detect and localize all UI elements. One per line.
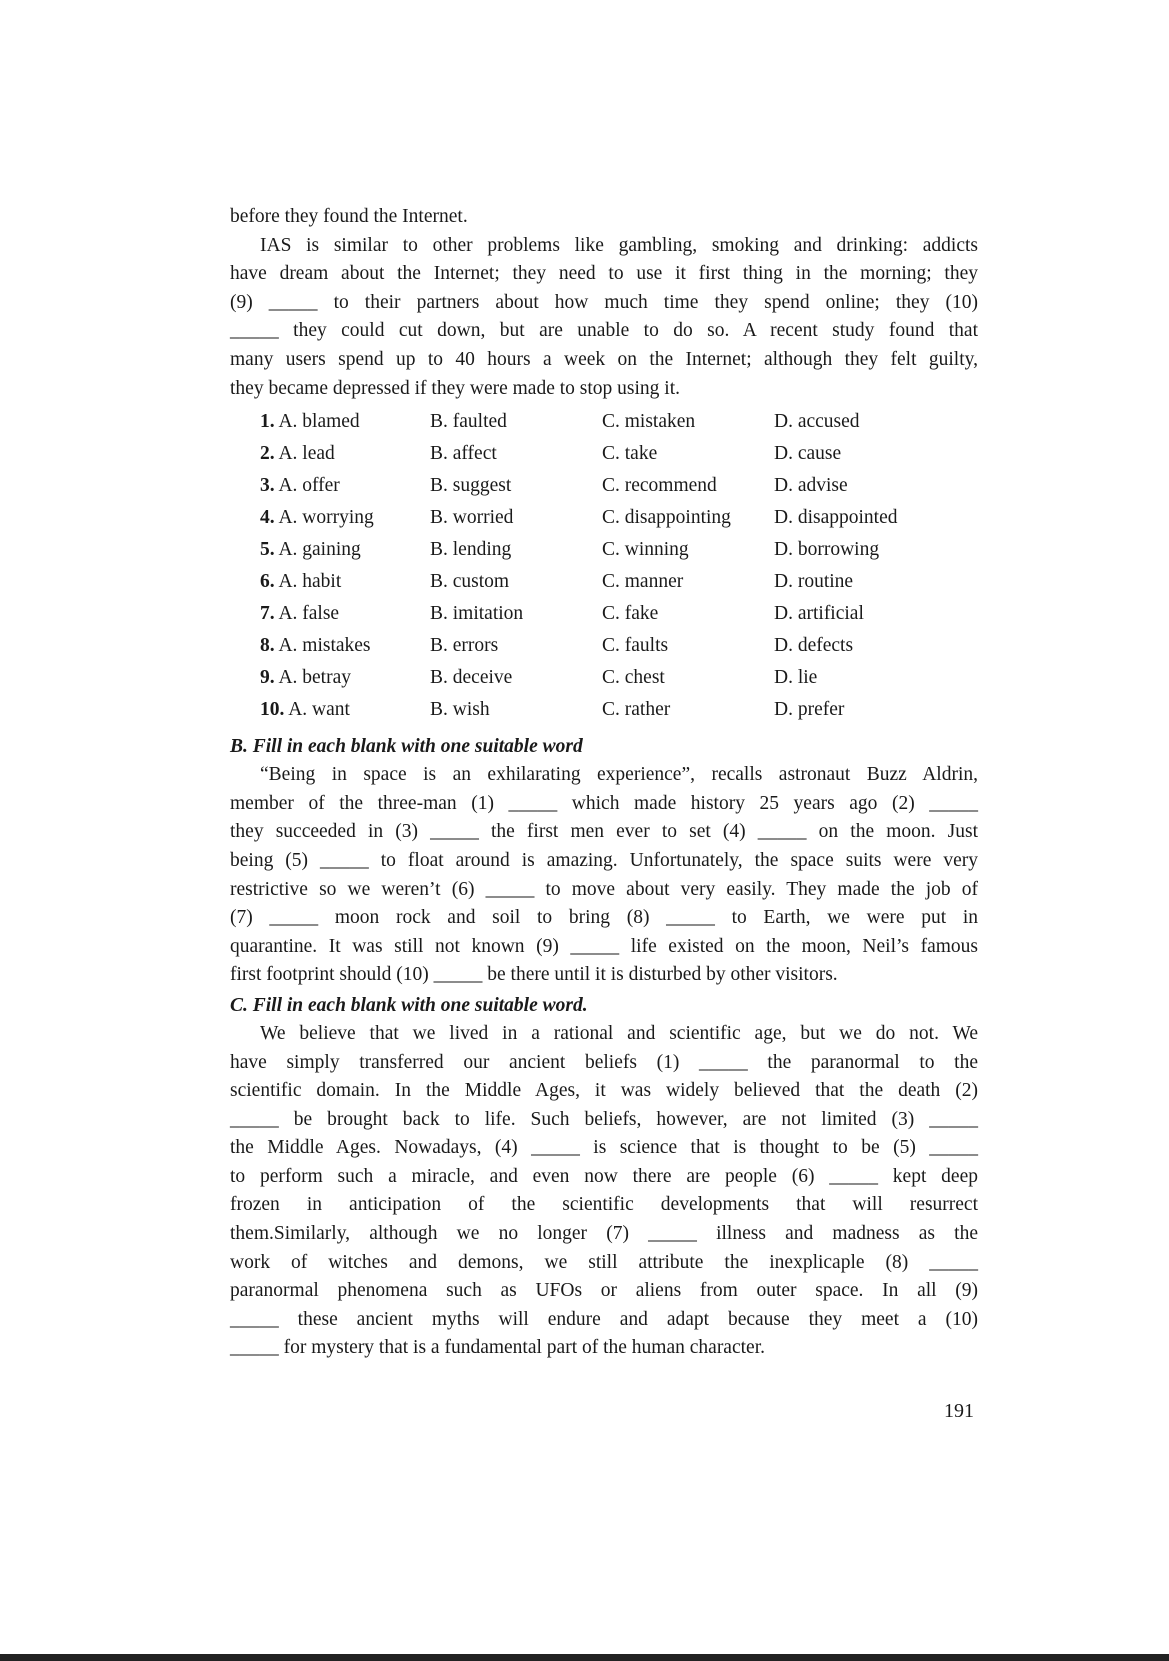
text-line: before they found the Internet. — [230, 206, 468, 227]
text-line: member of the three-man (1) _____ which made history 25 years ago (2) _____ — [230, 792, 978, 814]
option-a — [230, 443, 430, 465]
text-line: quarantine. It was still not known (9) _____ life existed on the moon, Neil’s famous — [230, 935, 978, 957]
option-b: B. worried — [430, 507, 514, 529]
text-line: _____ for mystery that is a fundamental part of the human character. — [230, 1337, 765, 1359]
question-number: 3. — [260, 475, 275, 497]
option-b: B. faulted — [430, 411, 507, 433]
option-row — [230, 635, 978, 667]
option-row — [230, 699, 978, 731]
option-c: C. manner — [602, 571, 684, 593]
option-a — [230, 667, 430, 689]
option-c: C. chest — [602, 667, 665, 689]
section-c-heading: C. Fill in each blank with one suitable word. — [230, 994, 588, 1016]
question-number: 5. — [260, 539, 275, 561]
option-b: B. suggest — [430, 475, 512, 497]
text-line: frozen in anticipation of the scientific developments that will resurrect — [230, 1194, 978, 1216]
text-line: _____ these ancient myths will endure and adapt because they meet a (10) — [230, 1308, 978, 1330]
text-line: paranormal phenomena such as UFOs or aliens from outer space. In all (9) — [230, 1280, 978, 1302]
option-a-text: A. mistakes — [278, 635, 371, 657]
text-line: they succeeded in (3) _____ the first men ever to set (4) _____ on the moon. Just — [230, 821, 978, 843]
option-a — [230, 603, 430, 625]
option-b: B. wish — [430, 699, 490, 721]
option-d: D. artificial — [774, 603, 864, 625]
option-row — [230, 475, 978, 507]
option-a-text: A. lead — [278, 443, 335, 465]
text-line: to perform such a miracle, and even now there are people (6) _____ kept deep — [230, 1165, 978, 1187]
text-line: We believe that we lived in a rational and scientific age, but we do not. We — [260, 1022, 978, 1044]
text-line: scientific domain. In the Middle Ages, it was widely believed that the death (2) — [230, 1080, 978, 1102]
text-line: restrictive so we weren’t (6) _____ to move about very easily. They made the job of — [230, 878, 978, 900]
question-number: 9. — [260, 667, 275, 689]
text-line: being (5) _____ to float around is amazing. Unfortunately, the space suits were very — [230, 849, 978, 871]
question-number: 7. — [260, 603, 275, 625]
option-d: D. lie — [774, 667, 818, 689]
option-a-text: A. gaining — [278, 539, 361, 561]
question-number: 8. — [260, 635, 275, 657]
option-a-text: A. betray — [278, 667, 351, 689]
section-c-paragraph — [230, 1020, 978, 1363]
option-d: D. defects — [774, 635, 854, 657]
text-line: IAS is similar to other problems like gambling, smoking and drinking: addicts — [260, 234, 978, 256]
option-row — [230, 507, 978, 539]
option-a — [230, 539, 430, 561]
text-line: them.Similarly, although we no longer (7) _____ illness and madness as the — [230, 1223, 978, 1245]
option-b: B. imitation — [430, 603, 524, 625]
option-d: D. disappointed — [774, 507, 898, 529]
text-line: _____ they could cut down, but are unable to do so. A recent study found that — [230, 320, 978, 342]
section-b-heading: B. Fill in each blank with one suitable word — [230, 736, 583, 758]
option-a — [230, 699, 430, 721]
option-row — [230, 571, 978, 603]
text-line: they became depressed if they were made to stop using it. — [230, 377, 680, 399]
question-number: 2. — [260, 443, 275, 465]
option-row — [230, 443, 978, 475]
option-a — [230, 635, 430, 657]
question-number: 6. — [260, 571, 275, 593]
text-line: many users spend up to 40 hours a week on the Internet; although they felt guilty, — [230, 348, 978, 370]
option-d: D. prefer — [774, 699, 845, 721]
text-line: (9) _____ to their partners about how much time they spend online; they (10) — [230, 291, 978, 313]
question-number: 1. — [260, 411, 275, 433]
section-b-paragraph — [230, 761, 978, 990]
page-number: 191 — [944, 1400, 974, 1422]
option-row — [230, 603, 978, 635]
option-row — [230, 539, 978, 571]
option-c: C. fake — [602, 603, 659, 625]
option-d: D. routine — [774, 571, 854, 593]
option-c: C. take — [602, 443, 658, 465]
option-d: D. accused — [774, 411, 860, 433]
option-d: D. cause — [774, 443, 842, 465]
option-d: D. borrowing — [774, 539, 880, 561]
intro-paragraph — [230, 203, 978, 403]
option-b: B. errors — [430, 635, 499, 657]
option-b: B. custom — [430, 571, 510, 593]
option-row — [230, 667, 978, 699]
option-a-text: A. offer — [278, 475, 340, 497]
text-line: the Middle Ages. Nowadays, (4) _____ is science that is thought to be (5) _____ — [230, 1137, 978, 1159]
option-b: B. affect — [430, 443, 497, 465]
option-a-text: A. want — [288, 699, 350, 721]
options-table — [230, 411, 978, 731]
option-a-text: A. worrying — [278, 507, 374, 529]
text-line: work of witches and demons, we still attribute the inexplicaple (8) _____ — [230, 1251, 978, 1273]
option-b: B. deceive — [430, 667, 513, 689]
option-a — [230, 507, 430, 529]
question-number: 10. — [260, 699, 285, 721]
option-b: B. lending — [430, 539, 512, 561]
text-line: first footprint should (10) _____ be there until it is disturbed by other visitors. — [230, 964, 838, 986]
text-line: _____ be brought back to life. Such beliefs, however, are not limited (3) _____ — [230, 1108, 978, 1130]
option-a — [230, 411, 430, 433]
option-c: C. rather — [602, 699, 671, 721]
text-line: have simply transferred our ancient beliefs (1) _____ the paranormal to the — [230, 1051, 978, 1073]
option-c: C. winning — [602, 539, 689, 561]
option-d: D. advise — [774, 475, 848, 497]
text-line: have dream about the Internet; they need to use it first thing in the morning; they — [230, 263, 978, 285]
option-a — [230, 571, 430, 593]
option-a-text: A. habit — [278, 571, 342, 593]
text-line: (7) _____ moon rock and soil to bring (8) _____ to Earth, we were put in — [230, 907, 978, 929]
option-row — [230, 411, 978, 443]
option-c: C. mistaken — [602, 411, 696, 433]
scan-edge-divider — [0, 1654, 1169, 1661]
option-c: C. disappointing — [602, 507, 731, 529]
option-c: C. faults — [602, 635, 669, 657]
option-a-text: A. blamed — [278, 411, 360, 433]
page-content — [230, 203, 978, 1363]
option-a — [230, 475, 430, 497]
option-a-text: A. false — [278, 603, 340, 625]
text-line: “Being in space is an exhilarating experience”, recalls astronaut Buzz Aldrin, — [260, 764, 978, 786]
option-c: C. recommend — [602, 475, 717, 497]
question-number: 4. — [260, 507, 275, 529]
